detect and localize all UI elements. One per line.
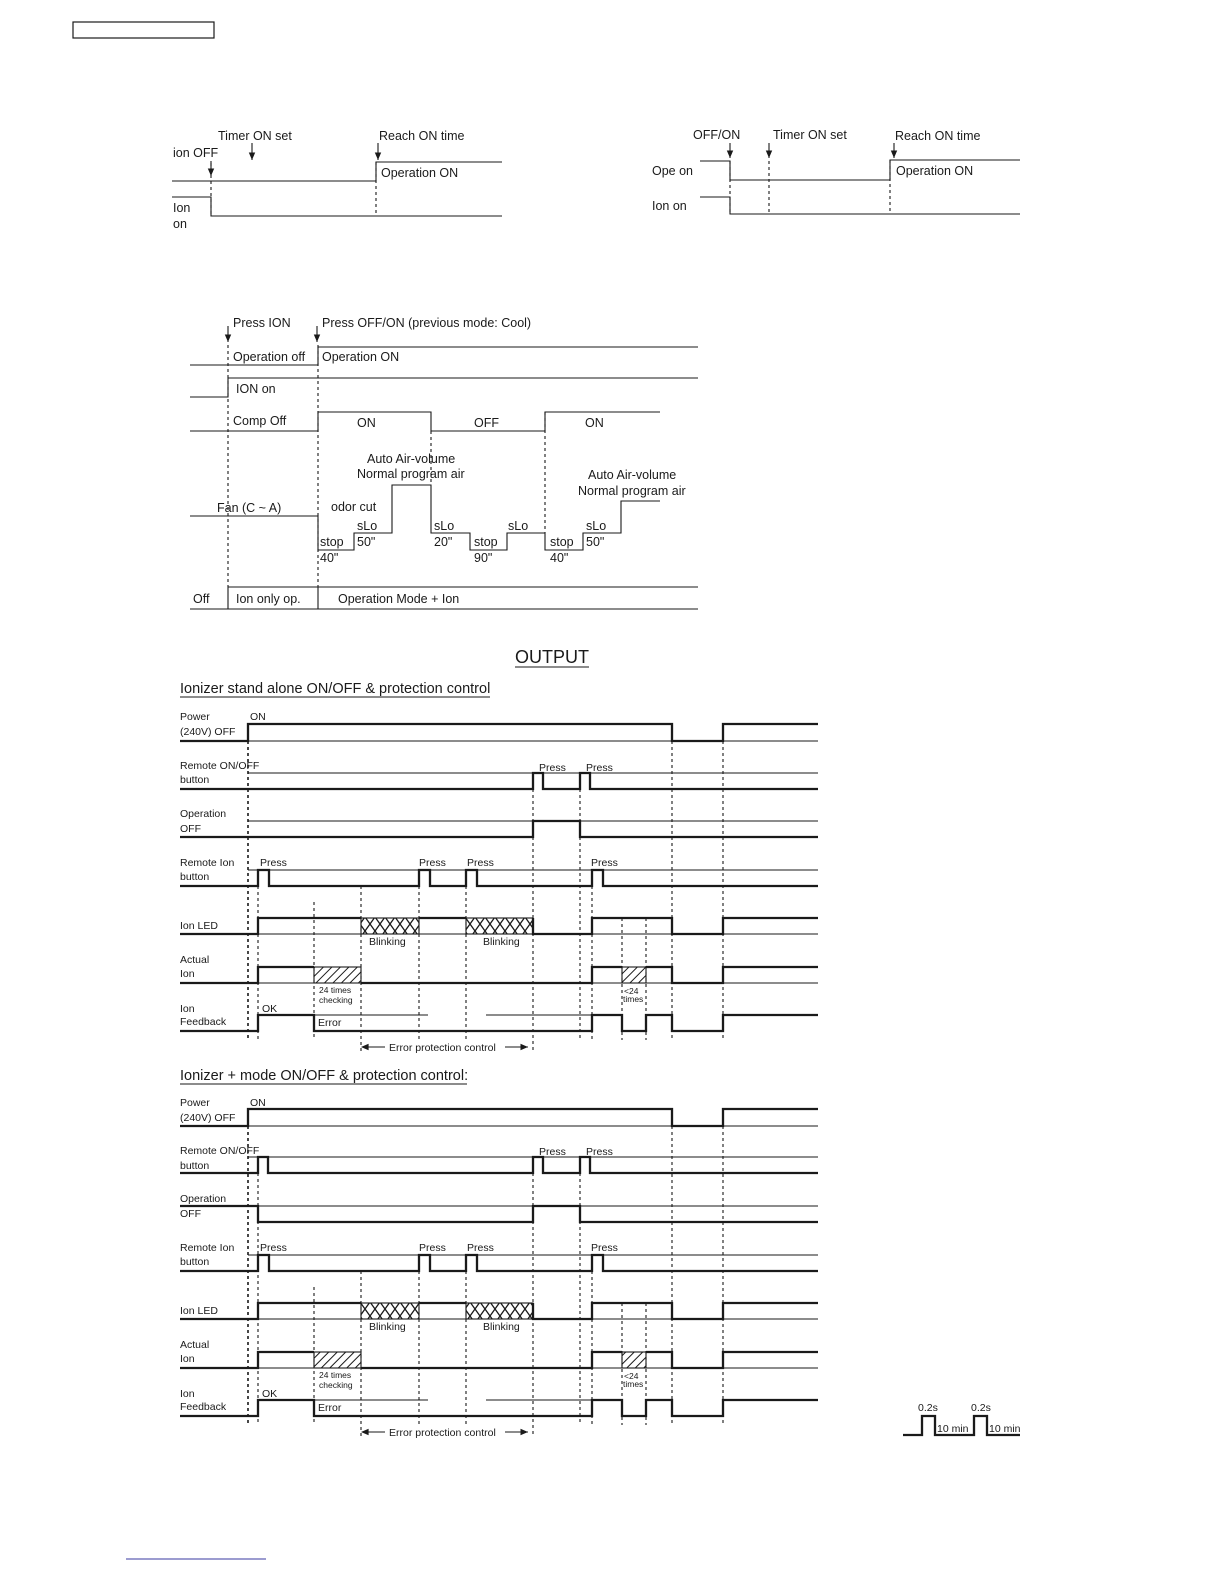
s2-signal-remote-onoff — [180, 1157, 818, 1173]
s1-ion-lt24 — [622, 967, 646, 983]
s2-signal-power — [180, 1109, 818, 1126]
s1-label-off: OFF — [180, 823, 201, 835]
s1-ion-checking — [314, 967, 361, 983]
label-comp-on-1: ON — [357, 416, 376, 430]
s2-label-error: Error — [318, 1402, 342, 1414]
s2-label-on: ON — [250, 1097, 266, 1109]
label-comp-on-2: ON — [585, 416, 604, 430]
label-t40-1: 40" — [320, 551, 339, 565]
section-standalone — [180, 681, 818, 1054]
s1-label-error: Error — [318, 1017, 342, 1029]
s2-label-lt24-1: <24 — [624, 1371, 639, 1381]
s1-label-button2: button — [180, 871, 210, 883]
s2-label-ok: OK — [262, 1388, 278, 1400]
section1-title: Ionizer stand alone ON/OFF & protection control — [180, 681, 491, 697]
label-ope-on: Ope on — [652, 164, 694, 178]
s1-signal-operation — [180, 821, 818, 837]
label-normal-prog-2: Normal program air — [578, 484, 686, 498]
label-reach-on-time: Reach ON time — [379, 129, 465, 143]
s2-label-blinking-1: Blinking — [369, 1321, 406, 1333]
s2-signal-operation — [180, 1206, 818, 1222]
label-odor-cut: odor cut — [331, 500, 377, 514]
label-ion-on-mid: ION on — [236, 382, 276, 396]
s2-label-press-2: Press — [419, 1242, 446, 1254]
s2-label-ion-led: Ion LED — [180, 1305, 218, 1317]
s2-label-actual: Actual — [180, 1339, 210, 1351]
s1-label-lt24-2: times — [623, 994, 644, 1004]
label-reach-on-time-2: Reach ON time — [895, 129, 981, 143]
label-stop-1: stop — [320, 535, 344, 549]
s1-label-ion-fb: Ion — [180, 1003, 195, 1015]
label-press-ion: Press ION — [233, 316, 291, 330]
s2-led-blink-2 — [466, 1303, 533, 1319]
s1-label-press-4: Press — [591, 857, 618, 869]
label-operation-off: Operation off — [233, 350, 306, 364]
s2-signal-ion-b — [361, 1352, 622, 1368]
label-ion: Ion — [173, 201, 191, 215]
label-op-mode-ion: Operation Mode + Ion — [338, 592, 460, 606]
s1-label-checking-2: checking — [319, 995, 353, 1005]
s1-label-blinking-1: Blinking — [369, 936, 406, 948]
output-title: OUTPUT — [515, 647, 589, 667]
s1-label-press-3: Press — [467, 857, 494, 869]
s1-label-actual: Actual — [180, 954, 210, 966]
section-mode — [180, 1068, 818, 1439]
s2-label-press-3: Press — [467, 1242, 494, 1254]
timer-diagram-left — [172, 129, 502, 231]
signal-ion — [172, 197, 502, 216]
s2-label-power-v: (240V) OFF — [180, 1112, 236, 1124]
label-timer-on-set: Timer ON set — [218, 129, 292, 143]
s2-label-checking-1: 24 times — [319, 1370, 352, 1380]
label-off-on: OFF/ON — [693, 128, 741, 142]
s1-led-blink-1 — [361, 918, 419, 934]
s1-label-checking-1: 24 times — [319, 985, 352, 995]
s1-label-ok: OK — [262, 1003, 278, 1015]
signal-ion-2 — [700, 197, 1020, 214]
s1-signal-power — [180, 724, 818, 741]
s2-signal-ion-a — [180, 1352, 314, 1368]
s2-label-power: Power — [180, 1097, 210, 1109]
s2-label-remote-ion: Remote Ion — [180, 1242, 235, 1254]
s1-label-remote-ion: Remote Ion — [180, 857, 235, 869]
label-stop-3: stop — [550, 535, 574, 549]
s1-label-press-1: Press — [260, 857, 287, 869]
s2-signal-feedback — [180, 1400, 818, 1416]
s1-label-blinking-2: Blinking — [483, 936, 520, 948]
label-slo-3: sLo — [508, 519, 529, 533]
label-normal-prog-1: Normal program air — [357, 467, 465, 481]
label-off-mid: Off — [193, 592, 210, 606]
pulse-legend — [903, 1402, 1021, 1435]
label-operation-on-3: Operation ON — [322, 350, 400, 364]
s1-label-power-v: (240V) OFF — [180, 726, 236, 738]
header-box — [73, 22, 214, 38]
label-auto-air-2: Auto Air-volume — [588, 468, 677, 482]
s1-label-operation: Operation — [180, 808, 227, 820]
s2-label-ion-fb: Ion — [180, 1388, 195, 1400]
label-slo-2: sLo — [434, 519, 455, 533]
s1-label-press-2: Press — [419, 857, 446, 869]
label-auto-air-1: Auto Air-volume — [367, 452, 456, 466]
s1-label-button: button — [180, 774, 210, 786]
s1-label-press-a: Press — [539, 762, 566, 774]
label-comp-off: Comp Off — [233, 414, 287, 428]
s1-label-feedback: Feedback — [180, 1016, 227, 1028]
label-ion-off: ion OFF — [173, 146, 219, 160]
s2-label-lt24-2: times — [623, 1379, 644, 1389]
label-operation-on: Operation ON — [381, 166, 459, 180]
s1-signal-ion-a — [180, 967, 314, 983]
s2-label-checking-2: checking — [319, 1380, 353, 1390]
s1-signal-remote-onoff — [180, 773, 818, 789]
label-t20: 20" — [434, 535, 453, 549]
s1-label-press-b: Press — [586, 762, 613, 774]
s1-label-on: ON — [250, 711, 266, 723]
s1-label-error-protection: Error protection control — [389, 1042, 496, 1054]
s2-label-press-b: Press — [586, 1146, 613, 1158]
pulse-label-m1: 10 min — [937, 1423, 969, 1435]
label-slo-4: sLo — [586, 519, 607, 533]
s2-label-blinking-2: Blinking — [483, 1321, 520, 1333]
s2-signal-led-c — [533, 1303, 818, 1319]
pulse-label-t2: 0.2s — [971, 1402, 991, 1414]
s1-signal-feedback — [180, 1015, 818, 1031]
s2-label-remote-onoff: Remote ON/OFF — [180, 1145, 260, 1157]
label-stop-2: stop — [474, 535, 498, 549]
s2-label-feedback: Feedback — [180, 1401, 227, 1413]
label-t40-2: 40" — [550, 551, 569, 565]
label-slo-1: sLo — [357, 519, 378, 533]
label-comp-off-2: OFF — [474, 416, 499, 430]
s1-label-lt24-1: <24 — [624, 986, 639, 996]
label-timer-on-set-2: Timer ON set — [773, 128, 847, 142]
label-on: on — [173, 217, 187, 231]
label-ion-only: Ion only op. — [236, 592, 301, 606]
s1-label-ion-led: Ion LED — [180, 920, 218, 932]
s2-label-operation: Operation — [180, 1193, 227, 1205]
s2-signal-remote-ion — [180, 1255, 818, 1271]
label-t50-2: 50" — [586, 535, 605, 549]
s1-led-blink-2 — [466, 918, 533, 934]
s2-label-button2: button — [180, 1256, 210, 1268]
s2-label-button: button — [180, 1160, 210, 1172]
s1-label-power: Power — [180, 711, 210, 723]
s2-led-blink-1 — [361, 1303, 419, 1319]
pulse-label-m2: 10 min — [989, 1423, 1021, 1435]
s2-ion-lt24 — [622, 1352, 646, 1368]
s2-label-press-a: Press — [539, 1146, 566, 1158]
s2-label-off: OFF — [180, 1208, 201, 1220]
label-operation-on-2: Operation ON — [896, 164, 974, 178]
s1-label-ion: Ion — [180, 968, 195, 980]
label-press-offon: Press OFF/ON (previous mode: Cool) — [322, 316, 532, 330]
pulse-label-t1: 0.2s — [918, 1402, 938, 1414]
label-t90: 90" — [474, 551, 493, 565]
s1-signal-led-c — [533, 918, 818, 934]
label-fan: Fan (C ~ A) — [217, 501, 282, 515]
timer-diagram-right — [652, 128, 1020, 214]
s1-signal-remote-ion — [180, 870, 818, 886]
s1-signal-ion-b — [361, 967, 622, 983]
s2-label-press-4: Press — [591, 1242, 618, 1254]
s2-label-ion: Ion — [180, 1353, 195, 1365]
s2-ion-checking — [314, 1352, 361, 1368]
s2-label-press-1: Press — [260, 1242, 287, 1254]
s2-label-error-protection: Error protection control — [389, 1427, 496, 1439]
section2-title: Ionizer + mode ON/OFF & protection control: — [180, 1068, 469, 1084]
ion-mode-diagram — [190, 316, 698, 609]
label-ion-on: Ion on — [652, 199, 687, 213]
label-t50-1: 50" — [357, 535, 376, 549]
s1-label-remote-onoff: Remote ON/OFF — [180, 760, 260, 772]
